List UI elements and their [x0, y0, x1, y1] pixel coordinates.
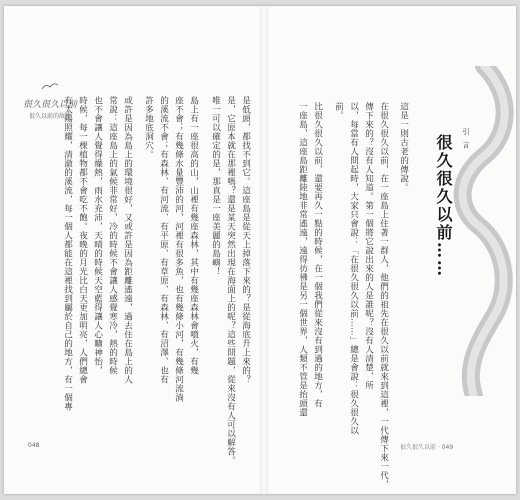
- logo-title: 很久很久以前: [22, 100, 77, 110]
- right-text-column: 前。: [333, 102, 344, 120]
- right-text-column: 在很久很久以前，在一座島上住著一群人，他們的祖先在很久以前就來到這裡，一代傳下來一代，: [378, 102, 389, 489]
- running-head-right: 很久很久以前 · 049: [400, 444, 454, 451]
- chapter-title: 很久很久以前……: [434, 134, 453, 278]
- left-text-column: 是低頭，都找不到它。這座島是從天上掉落下來的？是從海底升上來的？: [240, 96, 251, 384]
- left-text-column: 常說：這座島上的氣候非常好，冷的時候不會讓人感覺寒冷，熱的時候: [107, 96, 118, 375]
- left-text-column: 是，它原本就在那裡嗎？還是某天突然出現在海面上的呢？這些問題，從來沒有人可以解答。: [225, 96, 236, 465]
- book-spread: [4, 6, 516, 494]
- book-gutter: [260, 6, 268, 494]
- right-text-column: 比很久很久以前，還要再久一點的時候，在一個我們從來沒有到過的地方，有: [312, 102, 323, 408]
- left-text-column: 或許是因為島上的環境很好，又或許是因為距離遙遠，過去住在島上的人: [122, 96, 133, 384]
- left-text-column: 時候，每一棵植物都不會吃不飽。夜晚的月光比白天更加明亮，人們總會: [77, 96, 88, 384]
- left-text-column: 也不會讓人覺得燥熱，雨水充沛，天晴的時候天空藍得讓人心曠神怡，: [92, 96, 103, 375]
- left-text-column: 有太陽照耀，清澈的溪流，每一個人都能在這裡找到屬於自己的地方，有一個專: [62, 96, 73, 411]
- page-number-left: 048: [28, 442, 40, 449]
- bird-icon: [40, 81, 60, 93]
- right-text-column: 以，每當有人問起時，大家只會說：「在很久很久以前……」總是會說：很久很久以: [348, 102, 359, 435]
- left-text-column: 許多地底洞穴。: [143, 96, 154, 159]
- right-text-column: 傳下來的？沒有人知道。第一個將它說出來的人是誰呢？沒有人清楚，所: [363, 102, 374, 390]
- left-text-column: 的溪流不會；有森林、有河流、有平原、有草原、有森林、有沼澤、也有: [158, 96, 169, 384]
- left-text-column: 座不會；有幾條水量豐沛的河，河裡有很多魚，也有幾條小河，有幾條河流淌: [173, 96, 184, 402]
- logo-subtitle: 很久以前的故事: [28, 113, 71, 120]
- right-text-column: 一座島，這座島距離陸地非常遙遠，遠得彷彿是另一個世界，人類不管是抬頭還: [297, 102, 308, 417]
- right-text-column: 這是一則古老的傳說。: [398, 102, 409, 192]
- left-text-column: 唯一可以確定的是，那真是一座美麗的島嶼！: [210, 96, 221, 276]
- left-text-column: 島上有一座很高的山，山裡有幾座森林，其中有幾座森林會噴火，有幾: [188, 96, 199, 375]
- chapter-prefix: 引 言: [462, 128, 470, 151]
